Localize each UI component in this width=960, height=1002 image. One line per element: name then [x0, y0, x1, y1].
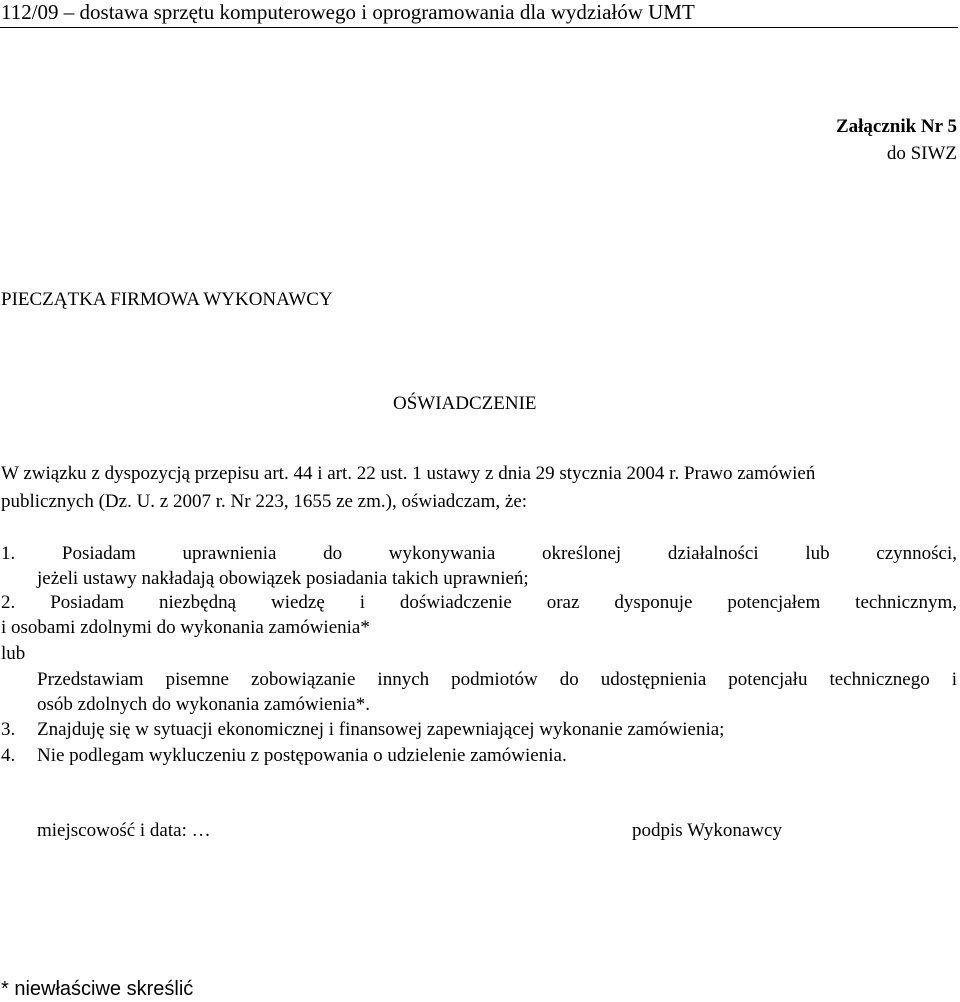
attachment-label: Załącznik Nr 5 — [835, 116, 957, 137]
item-1-line-2: jeżeli ustawy nakładają obowiązek posiadania takich uprawnień; — [37, 568, 529, 589]
intro-line-1: W związku z dyspozycją przepisu art. 44 i art. 22 ust. 1 ustawy z dnia 29 stycznia 2004 r. Prawo zamówień — [1, 463, 816, 484]
document-header: 112/09 – dostawa sprzętu komputerowego i oprogramowania dla wydziałów UMT — [1, 0, 695, 24]
item-3-number: 3. — [1, 719, 16, 740]
signature-label: podpis Wykonawcy — [632, 820, 782, 841]
document-title: OŚWIADCZENIE — [393, 393, 537, 414]
header-divider — [0, 27, 958, 28]
item-2-alt-line-1: Przedstawiam pisemne zobowiązanie innych podmiotów do udostępnienia potencjału technicznego i — [37, 669, 957, 690]
intro-line-2: publicznych (Dz. U. z 2007 r. Nr 223, 1655 ze zm.), oświadczam, że: — [1, 491, 528, 512]
footnote: * niewłaściwe skreślić — [1, 978, 194, 1000]
item-3-text: Znajduję się w sytuacji ekonomicznej i finansowej zapewniającej wykonanie zamówienia; — [37, 719, 725, 740]
item-4-text: Nie podlegam wykluczeniu z postępowania o udzielenie zamówienia. — [37, 745, 567, 766]
attachment-sub: do SIWZ — [886, 143, 957, 164]
item-2-line-1: 2. Posiadam niezbędną wiedzę i doświadczenie oraz dysponuje potencjałem technicznym, — [1, 592, 957, 613]
item-2-line-2: i osobami zdolnymi do wykonania zamówienia* — [1, 617, 370, 638]
place-and-date: miejscowość i data: … — [37, 820, 211, 841]
company-stamp-label: PIECZĄTKA FIRMOWA WYKONAWCY — [1, 289, 333, 310]
item-2-or: lub — [1, 643, 26, 664]
item-4-number: 4. — [1, 745, 16, 766]
item-2-alt-line-2: osób zdolnych do wykonania zamówienia*. — [37, 694, 370, 715]
item-1-line-1: 1. Posiadam uprawnienia do wykonywania określonej działalności lub czynności, — [1, 543, 957, 564]
